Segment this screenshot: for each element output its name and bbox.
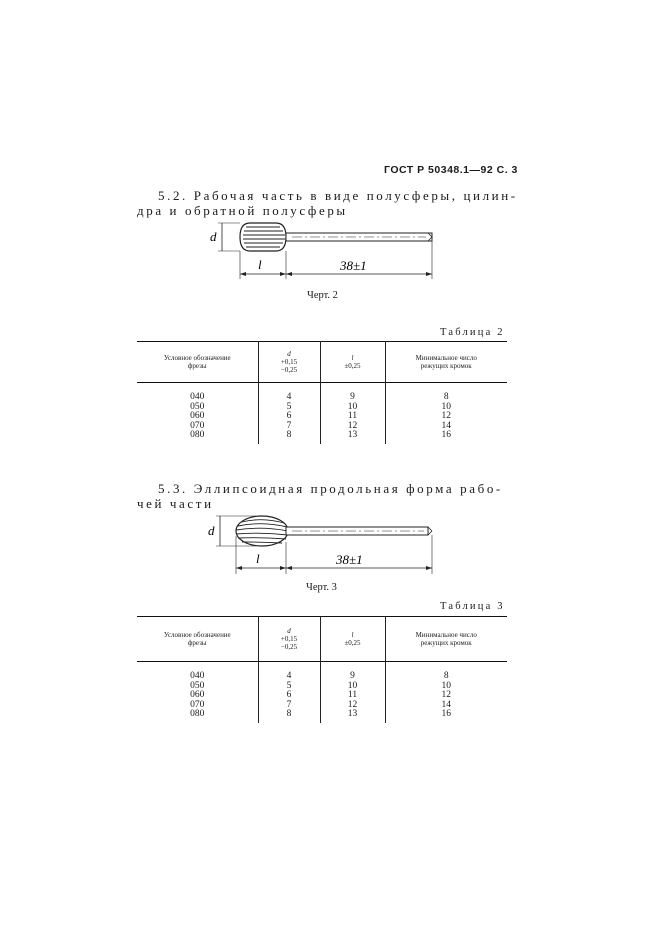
- table-cell: 12: [347, 699, 358, 710]
- figure-2-caption: Черт. 2: [307, 290, 338, 301]
- table-cell: 13: [347, 709, 358, 719]
- table-cell: 16: [441, 709, 451, 719]
- table-3-header-l: l ±0,25: [320, 617, 385, 662]
- table-cell: 10: [441, 680, 451, 691]
- table-cell: 6: [286, 411, 292, 421]
- table-3-col-d: [258, 662, 320, 723]
- section-5-2-line-1: 5.2. Рабочая часть в виде полусферы, цилин-: [158, 188, 518, 203]
- table-cell: 7: [286, 699, 292, 710]
- section-5-2-line-2: дра и обратной полусферы: [137, 203, 348, 218]
- table-cell: 10: [347, 680, 358, 691]
- table-cell: 10: [441, 401, 451, 412]
- table-3-label: Таблица 3: [440, 601, 505, 612]
- table-cell: 7: [286, 420, 292, 431]
- table-cell: 5: [286, 401, 292, 412]
- table-cell: 080: [190, 430, 205, 440]
- table-cell: 12: [441, 690, 451, 700]
- table-cell: 16: [441, 430, 451, 440]
- table-cell: 6: [286, 690, 292, 700]
- figure-3-dim-d: d: [208, 523, 215, 538]
- table-cell: 8: [286, 430, 292, 440]
- table-2-header-d: d +0,15 −0,25: [258, 342, 320, 383]
- table-3-header-designation: Условное обозначение фрезы: [163, 631, 231, 647]
- table-2: [137, 341, 507, 444]
- figure-3-drawing: [200, 508, 450, 578]
- table-cell: 040: [190, 671, 205, 681]
- table-3-col-designation: [137, 662, 258, 723]
- table-cell: 8: [286, 709, 292, 719]
- table-3-header-d: d +0,15 −0,25: [258, 617, 320, 662]
- page-header: ГОСТ Р 50348.1—92 С. 3: [384, 164, 518, 176]
- table-3-header-edges: Минимальное число режущих кромок: [385, 617, 507, 662]
- figure-2-dim-d: d: [210, 229, 217, 244]
- table-cell: 8: [443, 392, 449, 402]
- table-cell: 14: [441, 699, 451, 710]
- table-cell: 4: [286, 671, 292, 681]
- table-cell: 4: [286, 392, 292, 402]
- table-3-col-edges: [385, 662, 507, 723]
- table-cell: 14: [441, 420, 451, 431]
- table-cell: 050: [190, 401, 205, 412]
- table-cell: 9: [350, 671, 355, 681]
- section-5-3-line-2: чей части: [137, 496, 214, 511]
- table-2-header-edges: Минимальное число режущих кромок: [385, 342, 507, 383]
- section-5-2-title: [137, 188, 518, 218]
- table-cell: 5: [286, 680, 292, 691]
- table-cell: 060: [190, 411, 205, 421]
- table-cell: 11: [347, 690, 358, 700]
- table-3: [137, 616, 507, 723]
- figure-3-caption: Черт. 3: [306, 582, 337, 593]
- figure-3-dim-length: 38±1: [336, 552, 363, 567]
- table-cell: 11: [347, 411, 358, 421]
- table-cell: 13: [347, 430, 358, 440]
- table-cell: 050: [190, 680, 205, 691]
- table-3-col-l: [320, 662, 385, 723]
- table-2-label: Таблица 2: [440, 327, 505, 338]
- table-cell: 060: [190, 690, 205, 700]
- figure-2-dim-l: l: [258, 257, 262, 272]
- table-2-header-designation: Условное обозначение фрезы: [163, 354, 231, 370]
- table-2-col-l: [320, 383, 385, 444]
- table-2-col-edges: [385, 383, 507, 444]
- figure-2-drawing: [200, 215, 450, 285]
- table-2-header-l: l ±0,25: [320, 342, 385, 383]
- table-cell: 10: [347, 401, 358, 412]
- table-cell: 12: [347, 420, 358, 431]
- table-cell: 9: [350, 392, 355, 402]
- table-cell: 070: [190, 420, 205, 431]
- table-cell: 080: [190, 709, 205, 719]
- table-2-col-designation: [137, 383, 258, 444]
- table-cell: 040: [190, 392, 205, 402]
- section-5-3-title: [137, 481, 518, 511]
- table-2-col-d: [258, 383, 320, 444]
- table-cell: 12: [441, 411, 451, 421]
- table-cell: 8: [443, 671, 449, 681]
- figure-3-dim-l: l: [256, 551, 260, 566]
- table-cell: 070: [190, 699, 205, 710]
- figure-2-dim-length: 38±1: [340, 258, 367, 273]
- section-5-3-line-1: 5.3. Эллипсоидная продольная форма рабо-: [158, 481, 503, 496]
